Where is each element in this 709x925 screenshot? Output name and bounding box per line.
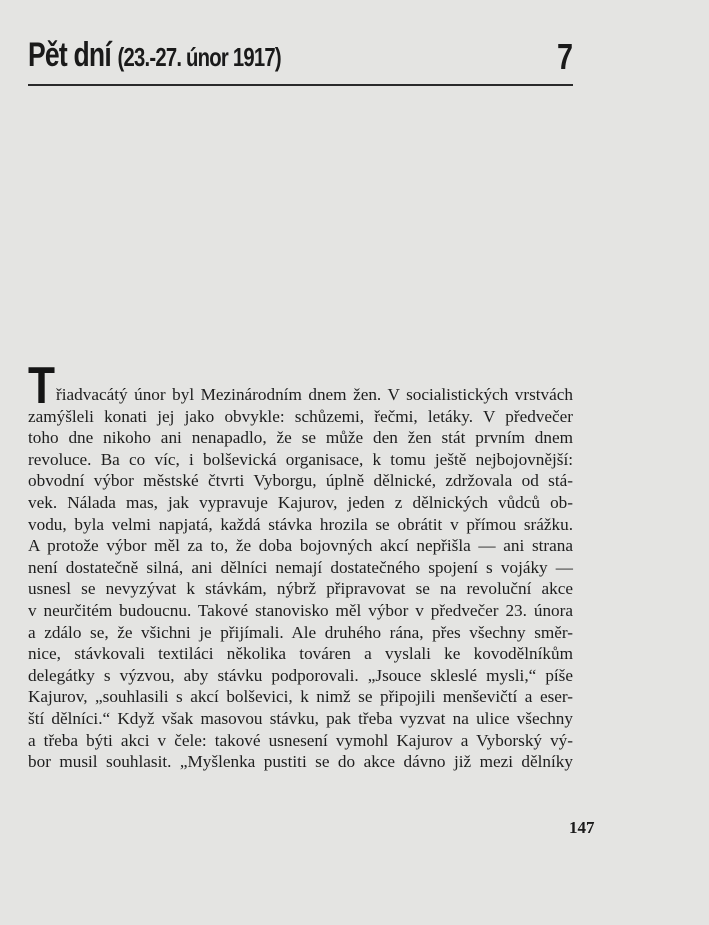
text-line: a zdálo se, že všichni je přijímali. Ale druhého rána, přes všechny směr- [28,622,573,642]
chapter-title [28,36,281,75]
chapter-title-main: Pět dní [28,36,111,74]
text-line: vodu, byla velmi napjatá, každá stávka hrozila se obrátit v přímou srážku. [28,514,573,534]
text-line: Kajurov, „souhlasili s akcí bolševici, k nimž se připojili menševičtí a eser- [28,687,573,707]
body-text [28,384,573,773]
drop-cap: T [28,357,56,415]
text-line: toho dne nikoho ani nenapadlo, že se může den žen stát prvním dnem [28,428,573,448]
page-number: 147 [569,818,595,837]
text-line: ští dělníci.“ Když však masovou stávku, pak třeba vyzvat na ulice všechny [28,708,573,728]
text-line: usnesl se nevyzývat k stávkám, nýbrž připravovat se na revoluční akce [28,579,573,599]
text-line: nice, stávkovali textiláci několika továren a vyslali ke kovodělníkům [28,644,573,664]
text-line: zamýšleli konati jej jako obvykle: schůzemi, řečmi, letáky. V předvečer [28,406,573,426]
text-line: revoluce. Ba co víc, i bolševická organisace, k tomu ještě nejbojovnější: [28,449,573,469]
text-line: A protože výbor měl za to, že doba bojovných akcí nepřišla — ani strana [28,536,573,556]
text-line: vek. Nálada mas, jak vypravuje Kajurov, jeden z dělnických vůdců ob- [28,492,573,512]
text-line: delegátky s výzvou, aby stávku podporovali. „Jsouce skleslé mysli,“ píše [28,665,573,685]
text-line: obvodní výbor městské čtvrti Vyborgu, úplně dělnické, zdržovala od stá- [28,471,573,491]
text-line: řiadvacátý únor byl Mezinárodním dnem žen. V socialistických vrstvách [56,385,573,404]
text-line: v neurčitém budoucnu. Takové stanovisko měl výbor v předvečer 23. února [28,600,573,620]
text-line: a třeba býti akci v čele: takové usnesení vymohl Kajurov a Vyborský vý- [28,730,573,750]
text-line: bor musil souhlasit. „Myšlenka pustiti se do akce dávno již mezi dělníky [28,752,573,772]
header-rule [28,84,573,86]
chapter-number: 7 [556,36,573,77]
chapter-title-dates: (23.-27. únor 1917) [117,42,281,72]
text-line: není dostatečně silná, ani dělníci nemají dostatečného spojení s vojáky — [28,557,573,577]
chapter-header [28,36,573,80]
